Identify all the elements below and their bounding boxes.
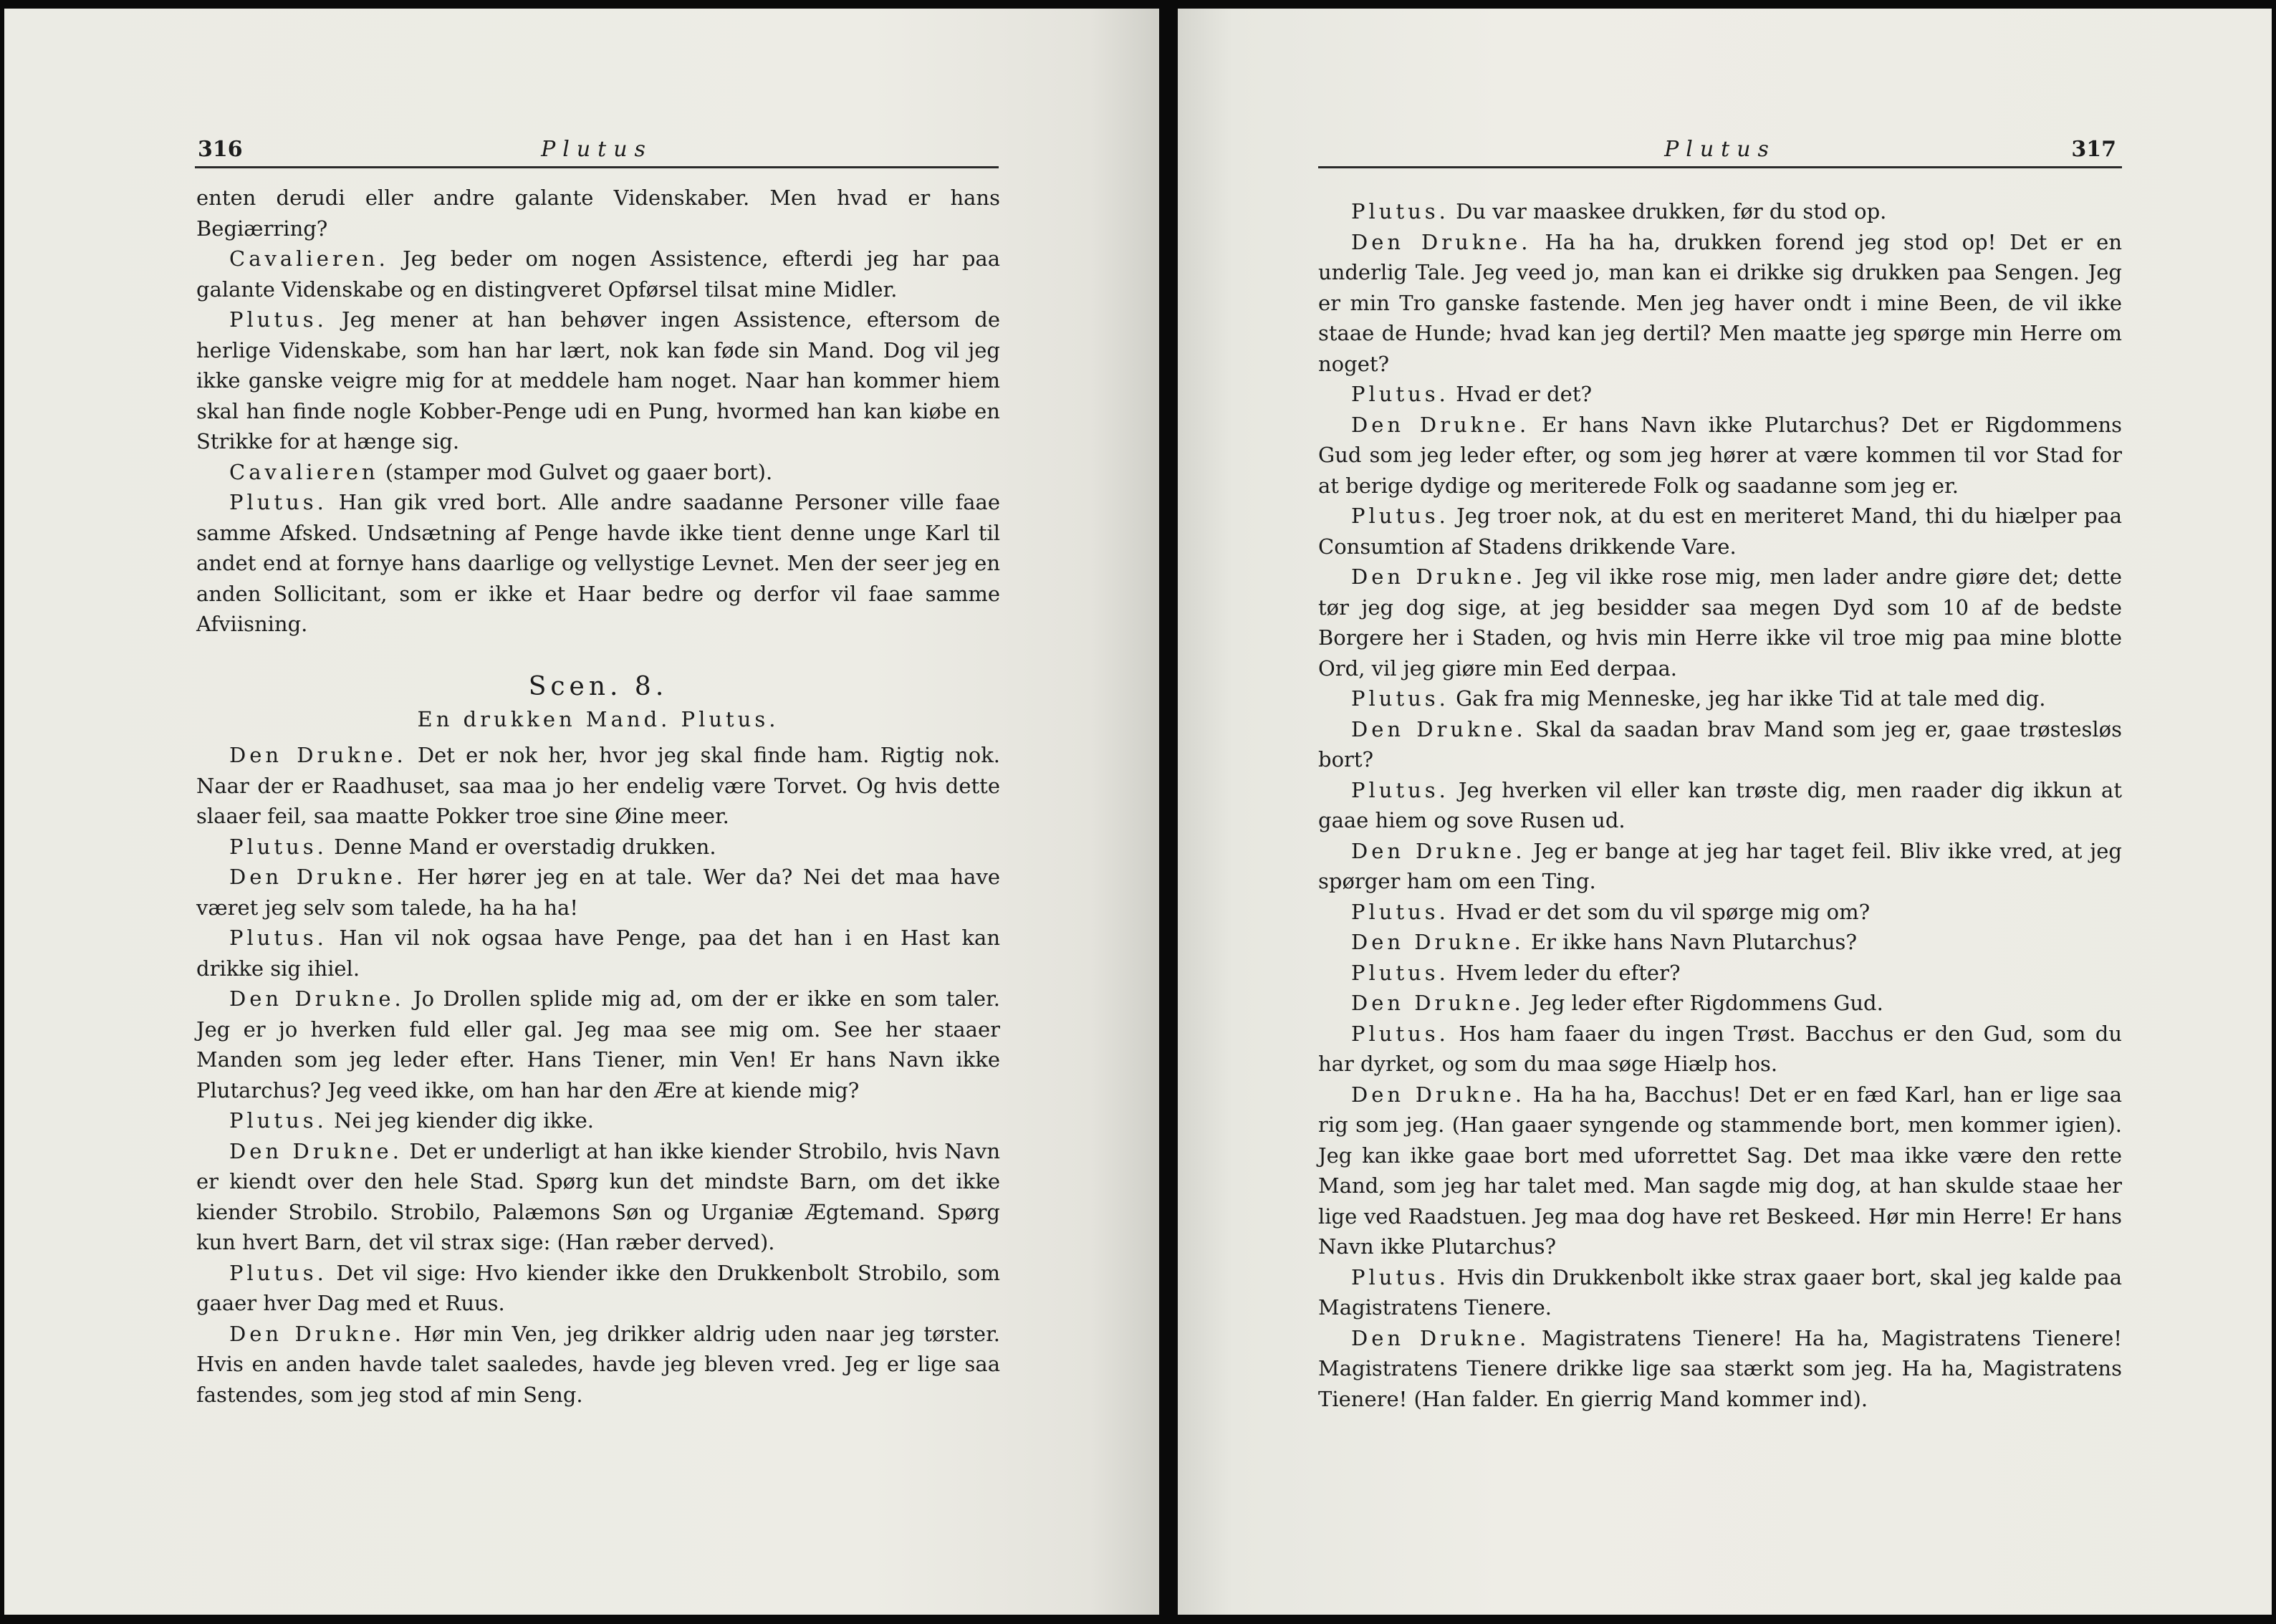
speaker-name: Den Drukne. xyxy=(1351,1082,1526,1107)
speaker-name: Den Drukne. xyxy=(1351,930,1524,954)
speaker-name: Plutus. xyxy=(229,926,327,950)
speaker-name: Cavalieren xyxy=(229,459,379,484)
running-title: Plutus xyxy=(1664,137,1776,162)
speaker-name: Den Drukne. xyxy=(229,986,405,1011)
paragraph: Cavalieren. Jeg beder om nogen Assistence, efterdi jeg har paa galante Videnskabe og en distingveret Opførsel tilsat mine Midler. xyxy=(196,246,1000,302)
speaker-name: Plutus. xyxy=(229,1260,327,1285)
paragraph: Plutus. Nei jeg kiender dig ikke. xyxy=(229,1108,595,1133)
speaker-name: Den Drukne. xyxy=(1351,564,1526,589)
scene-persons: En drukken Mand. Plutus. xyxy=(417,706,779,731)
scene-title: Scen. 8. xyxy=(528,671,668,701)
paragraph: Den Drukne. Er ikke hans Navn Plutarchus? xyxy=(1351,930,1857,954)
paragraph: Den Drukne. Ha ha ha, Bacchus! Det er en fæd Karl, han er lige saa rig som jeg. (Han gaaer syngende og stammende bort, men kommer igien). Jeg kan ikke gaae bort med uforrettet Sag. Det maa ikke være den rette Mand, som jeg har talet med. Man sagde mig dog, at han skulde staae her lige ved Raadstuen. Jeg maa dog have ret Beskeed. Hør min Herre! Er hans Navn ikke Plutarchus? xyxy=(1318,1082,2122,1259)
paragraph: Den Drukne. Skal da saadan brav Mand som jeg er, gaae trøstesløs bort? xyxy=(1318,716,2122,772)
paragraph: Den Drukne. Ha ha ha, drukken forend jeg stod op! Det er en underlig Tale. Jeg veed jo, man kan ei drikke sig drukken paa Sengen. Jeg er min Tro ganske fastende. Men jeg haver ondt i mine Been, de vil ikke staae de Hunde; hvad kan jeg dertil? Men maatte jeg spørge min Herre om noget? xyxy=(1318,229,2122,376)
speaker-name: Plutus. xyxy=(229,834,327,859)
paragraph: Plutus. Jeg mener at han behøver ingen Assistence, eftersom de herlige Videnskabe, som han har lært, nok kan føde sin Mand. Dog vil jeg ikke ganske veigre mig for at meddele ham noget. Naar han kommer hiem skal han finde nogle Kobber-Penge udi en Pung, hvormed han kan kiøbe en Strikke for at hænge sig. xyxy=(196,307,1000,453)
paragraph: Plutus. Du var maaskee drukken, før du stod op. xyxy=(1351,199,1887,224)
speaker-name: Plutus. xyxy=(229,1108,327,1133)
speaker-name: Den Drukne. xyxy=(229,1138,403,1163)
speaker-name: Plutus. xyxy=(1351,1264,1449,1289)
speaker-name: Den Drukne. xyxy=(1351,716,1527,741)
paragraph: Den Drukne. Jeg vil ikke rose mig, men lader andre giøre det; dette tør jeg dog sige, at jeg besidder saa megen Dyd som 10 af de bedste Borgere her i Staden, og hvis min Herre ikke vil troe mig paa mine blotte Ord, vil jeg giøre min Eed derpaa. xyxy=(1318,564,2122,681)
paragraph: Den Drukne. Her hører jeg en at tale. Wer da? Nei det maa have været jeg selv som talede, ha ha ha! xyxy=(196,865,1000,920)
page-number: 317 xyxy=(2071,137,2116,162)
paragraph: Plutus. Det vil sige: Hvo kiender ikke den Drukkenbolt Strobilo, som gaaer hver Dag med et Ruus. xyxy=(196,1260,1000,1315)
running-title: Plutus xyxy=(541,137,653,162)
speaker-name: Plutus. xyxy=(1351,777,1449,802)
paragraph: Plutus. Han gik vred bort. Alle andre saadanne Personer ville faae samme Afsked. Undsætning af Penge havde ikke tient denne unge Karl til andet end at fornye hans daarlige og vellystige Levnet. Men der seer jeg en anden Sollicitant, som er ikke et Haar bedre og derfor vil faae samme Afviisning. xyxy=(196,490,1000,636)
left-page xyxy=(4,9,1159,1615)
left-page-body xyxy=(196,183,1000,1410)
page-number: 316 xyxy=(198,137,243,162)
speaker-name: Den Drukne. xyxy=(1351,1325,1530,1350)
paragraph: Den Drukne. Det er nok her, hvor jeg skal finde ham. Rigtig nok. Naar der er Raadhuset, saa maa jo her endelig være Torvet. Og hvis dette slaaer feil, saa maatte Pokker troe sine Øine meer. xyxy=(196,743,1000,828)
paragraph: Den Drukne. Jo Drollen splide mig ad, om der er ikke en som taler. Jeg er jo hverken fuld eller gal. Jeg maa see mig om. See her staaer Manden som jeg leder efter. Hans Tiener, min Ven! Er hans Navn ikke Plutarchus? Jeg veed ikke, om han har den Ære at kiende mig? xyxy=(196,986,1000,1102)
right-page-body xyxy=(1318,196,2122,1414)
paragraph: Plutus. Hvad er det? xyxy=(1351,382,1593,406)
paragraph: Plutus. Han vil nok ogsaa have Penge, paa det han i en Hast kan drikke sig ihiel. xyxy=(196,926,1000,981)
speaker-name: Den Drukne. xyxy=(1351,229,1532,254)
speaker-name: Den Drukne. xyxy=(229,1321,405,1346)
speaker-name: Den Drukne. xyxy=(229,865,407,889)
right-page-header xyxy=(1318,123,2122,168)
paragraph: Plutus. Hvem leder du efter? xyxy=(1351,960,1681,985)
speaker-name: Plutus. xyxy=(1351,960,1449,985)
speaker-name: Plutus. xyxy=(1351,382,1449,406)
paragraph: Den Drukne. Jeg leder efter Rigdommens Gud. xyxy=(1351,991,1883,1015)
paragraph: Plutus. Hos ham faaer du ingen Trøst. Bacchus er den Gud, som du har dyrket, og som du maa søge Hiælp hos. xyxy=(1318,1021,2122,1076)
speaker-name: Den Drukne. xyxy=(1351,838,1526,863)
paragraph: Plutus. Gak fra mig Menneske, jeg har ikke Tid at tale med dig. xyxy=(1351,686,2046,711)
paragraph: Plutus. Jeg hverken vil eller kan trøste dig, men raader dig ikkun at gaae hiem og sove Rusen ud. xyxy=(1318,777,2122,832)
paragraph: Plutus. Jeg troer nok, at du est en meriteret Mand, thi du hiælper paa Consumtion af Stadens drikkende Vare. xyxy=(1318,504,2122,559)
speaker-name: Plutus. xyxy=(1351,1021,1449,1046)
left-page-header xyxy=(195,123,999,168)
speaker-name: Den Drukne. xyxy=(1351,991,1524,1015)
paragraph: Den Drukne. Jeg er bange at jeg har taget feil. Bliv ikke vred, at jeg spørger ham om een Ting. xyxy=(1318,838,2122,893)
paragraph: Den Drukne. Magistratens Tienere! Ha ha, Magistratens Tienere! Magistratens Tienere drikke lige saa stærkt som jeg. Ha ha, Magistratens Tienere! (Han falder. En gierrig Mand kommer ind). xyxy=(1318,1325,2122,1411)
paragraph: Den Drukne. Det er underligt at han ikke kiender Strobilo, hvis Navn er kiendt over den hele Stad. Spørg kun det mindste Barn, om det ikke kiender Strobilo. Strobilo, Palæmons Søn og Urganiæ Ægtemand. Spørg kun hvert Barn, det vil strax sige: (Han ræber derved). xyxy=(196,1138,1000,1254)
paragraph: Den Drukne. Er hans Navn ikke Plutarchus? Det er Rigdommens Gud som jeg leder efter, og som jeg hører at være kommen til vor Stad for at berige dydige og meriterede Folk og saadanne som jeg er. xyxy=(1318,412,2123,498)
speaker-name: Plutus. xyxy=(1351,504,1449,528)
speaker-name: Plutus. xyxy=(1351,899,1449,924)
speaker-name: Plutus. xyxy=(229,307,327,332)
paragraph: Den Drukne. Hør min Ven, jeg drikker aldrig uden naar jeg tørster. Hvis en anden havde talet saaledes, havde jeg bleven vred. Jeg er lige saa fastendes, som jeg stod af min Seng. xyxy=(196,1321,1000,1407)
speaker-name: Cavalieren. xyxy=(229,246,389,271)
speaker-name: Plutus. xyxy=(229,490,327,514)
speaker-name: Plutus. xyxy=(1351,686,1449,711)
paragraph: Plutus. Hvis din Drukkenbolt ikke strax gaaer bort, skal jeg kalde paa Magistratens Tienere. xyxy=(1318,1264,2122,1320)
speaker-name: Den Drukne. xyxy=(229,743,407,767)
speaker-name: Plutus. xyxy=(1351,199,1449,224)
paragraph: Plutus. Denne Mand er overstadig drukken. xyxy=(229,834,716,859)
paragraph: enten derudi eller andre galante Videnskaber. Men hvad er hans Begiærring? xyxy=(196,186,1000,241)
speaker-name: Den Drukne. xyxy=(1351,412,1530,437)
paragraph: Plutus. Hvad er det som du vil spørge mig om? xyxy=(1351,899,1871,924)
right-page xyxy=(1178,9,2272,1615)
paragraph: Cavalieren (stamper mod Gulvet og gaaer bort). xyxy=(229,459,773,484)
